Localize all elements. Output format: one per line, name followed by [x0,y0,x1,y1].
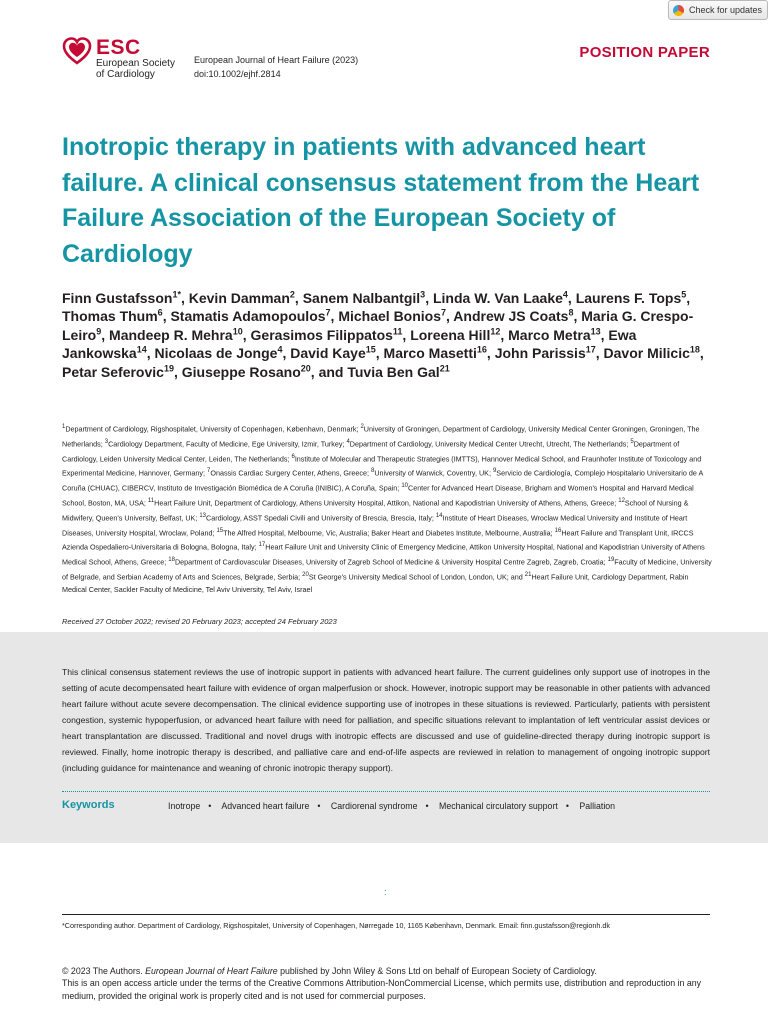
affiliation-number: 4 [346,438,350,445]
affiliation-text: Heart Failure Unit, Cardiology Department, Rabin Medical Center, Sackler Faculty of Medicine, Tel Aviv University, Tel Aviv, Israel [62,572,689,594]
author-name: Linda W. Van Laake [432,290,563,306]
keyword-item: Advanced heart failure [221,801,310,811]
keywords-list [168,799,668,815]
author-affiliation-mark: 21 [439,362,450,373]
author-name: Stamatis Adamopoulos [170,308,326,325]
author-affiliation-mark: 10 [232,326,243,337]
affiliation-text: Faculty of Medicine, University of Belgrade, and Serbian Academy of Arts and Sciences, Belgrade, Serbia; [62,557,712,582]
abstract-text: This clinical consensus statement reviews the use of inotropic support in patients with advanced heart failure. The current guidelines only support use of inotropes in the setting of acute decompensated heart failure with evidence of organ malperfusion or shock. However, inotropic support may be reasonable in other patients with advanced heart failure without acute severe decompensation. The clinical evidence supporting use of inotropes in these situations is reviewed. Particularly, patients with persistent congestion, systemic hypoperfusion, or advanced heart failure with need for palliation, and specific situations relevant to implantation of left ventricular assist devices or heart transplantation are discussed. Traditional and novel drugs with inotropic effects are discussed and use of guideline-directed therapy during inotropic support is reviewed. Finally, home inotropic therapy is described, and palliative care and end-of-life aspects are reviewed in relation to management of ongoing inotropic support (including guidance for maintenance and weaning of chronic inotropic therapy support). [62,667,710,773]
affiliation-number: 10 [401,483,408,490]
author-name: Tuvia Ben Gal [347,363,440,380]
abstract-panel [0,632,768,843]
paper-title: Inotropic therapy in patients with advanced heart failure. A clinical consensus statement from the Heart Failure Association of the European Society of Cardiology [62,133,700,268]
affiliation-text: Department of Cardiology, Rigshospitalet, University of Copenhagen, København, Denmark; [65,424,359,434]
copyright-rest: published by John Wiley & Sons Ltd on behalf of European Society of Cardiology. [280,966,597,976]
author-affiliation-mark: 15 [365,344,376,355]
affiliation-text: Heart Failure and Transplant Unit, IRCCS Azienda Ospedaliero-Universitaria di Bologna, Bologna, Italy; [62,527,694,552]
keyword-bullet: • [317,801,321,811]
affiliation-text: Center for Advanced Heart Disease, Brigham and Women's Hospital and Harvard Medical School, Boston, MA, USA; [62,483,694,508]
copyright-license: This is an open access article under the terms of the Creative Commons Attribution-NonCommercial License, which permits use, distribution and reproduction in any medium, provided the original work is properly cited and is not used for commercial purposes. [62,978,702,1001]
author-affiliation-mark: 13 [590,326,601,337]
keyword-item: Cardiorenal syndrome [330,801,418,811]
journal-name: European Journal of Heart Failure (2023) [194,55,359,65]
author-affiliation-mark: 2 [289,289,295,300]
footnote-rule [62,914,710,915]
affiliation-text: School of Nursing & Midwifery, Queen's University, Belfast, UK; [62,498,689,523]
affiliation-text: Department of Cardiology, Leiden University Medical Center, Leiden, The Netherlands; [62,439,680,463]
author-name: Ewa Jankowska [62,326,637,362]
affiliation-text: The Alfred Hospital, Melbourne, Vic, Australia; Baker Heart and Diabetes Institute, Melbourne, Australia; [223,527,553,537]
keywords-label: Keywords [62,799,115,811]
author-name: Maria G. Crespo-Leiro [62,308,694,343]
corresponding-author-note: *Corresponding author. Department of Cardiology, Rigshospitalet, University of Copenhagen, Nørregade 10, 1165 København, Denmark. Email: finn.gustafsson@regionh.dk [62,921,610,930]
stray-colon-mark: : [384,887,387,897]
author-affiliation-mark: 4 [562,289,568,300]
affiliation-number: 8 [370,468,375,475]
paper-type-label: POSITION PAPER [579,44,710,61]
author-name: Mandeep R. Mehra [109,326,233,343]
author-name: David Kaye [290,345,366,362]
author-affiliation-mark: 4 [277,344,283,355]
author-affiliation-mark: 17 [585,344,596,355]
author-affiliation-mark: 8 [568,307,574,318]
received-dates: Received 27 October 2022; revised 20 February 2023; accepted 24 February 2023 [62,617,337,626]
affiliation-text: Institute of Heart Diseases, Wroclaw Medical University and Institute of Heart Diseases, University Hospital, Wroclaw, Poland; [62,513,688,537]
author-affiliation-mark: 16 [476,344,487,355]
journal-info [194,53,358,81]
affiliation-text: Institute of Molecular and Therapeutic Strategies (IMTTS), Hannover Medical School, and Fraunhofer Institute of Toxicology and Experimental Medicine, Hannover, Germany; [62,453,702,478]
author-name: Petar Seferovic [62,363,164,380]
author-name: Davor Milicic [603,345,690,362]
affiliation-number: 20 [302,571,309,578]
affiliation-number: 16 [554,527,562,534]
author-name: Sanem Nalbantgil [302,290,421,306]
affiliation-number: 14 [435,512,443,519]
author-affiliation-mark: 20 [300,362,311,373]
affiliation-number: 5 [630,438,634,445]
author-name: Marco Masetti [383,345,477,362]
crossmark-icon [673,5,684,16]
affiliation-number: 6 [291,453,295,460]
affiliation-text: University of Groningen, Department of Cardiology, University Medical Center Groningen, Groningen, The Netherlands; [62,424,700,449]
author-affiliation-mark: 19 [163,362,174,373]
affiliation-text: Onassis Cardiac Surgery Center, Athens, Greece; [210,468,369,478]
logo-line-2: of Cardiology [96,69,155,80]
affiliation-number: 13 [199,512,206,519]
affiliation-text: Servicio de Cardiología, Complejo Hospitalario Universitario de A Coruña (CHUAC), CIBERCV, Instituto de Investigación Biomédica de A Coruña (INIBIC), A Coruña, Spain; [62,468,703,493]
author-name: Thomas Thum [62,308,158,325]
check-for-updates-button[interactable] [668,0,768,20]
affiliation-number: 9 [492,468,497,475]
author-affiliation-mark: 11 [392,326,403,337]
author-name: Laurens F. Tops [575,290,682,306]
keyword-bullet: • [425,801,429,811]
author-affiliation-mark: 6 [157,307,163,318]
keyword-item: Palliation [579,801,616,811]
keyword-item: Mechanical circulatory support [439,801,558,811]
affiliation-number: 11 [147,497,155,504]
logo-line-1: European Society [96,58,175,69]
affiliation-text: University of Warwick, Coventry, UK; [374,468,491,478]
esc-logo [62,36,175,80]
affiliation-number: 15 [216,527,224,534]
heart-logo-icon [62,36,92,66]
author-affiliation-mark: 12 [490,326,501,337]
affiliation-text: Heart Failure Unit and University Clinic of Emergency Medicine, Attikon University Hospital, National and Kapodistrian University of Athens Medical School, Athens, Greece; [62,542,705,567]
author-name: Gerasimos Filippatos [250,326,393,343]
affiliation-number: 18 [168,557,175,564]
affiliation-number: 19 [607,557,615,564]
affiliation-text: Department of Cardiology, University Medical Center Utrecht, Utrecht, The Netherlands; [349,439,629,449]
affiliation-number: 7 [207,468,211,475]
affiliation-text: Heart Failure Unit, Department of Cardiology, Athens University Hospital, Attikon, National and Kapodistrian University of Athens, Athens, Greece; [154,498,617,508]
author-list: Finn Gustafsson$^{1*}$, Kevin Damman$^2$, Sanem Nalbantgil$^3$, Linda W. Van Laake$^4$, Laurens F. Tops$^5$, Thomas Thum$^6$, Stamatis Adamopoulos$^7$, Michael Bonios$^7$, Andrew JS Coats$^8$, Maria G. Crespo-Leiro$^9$, Mandeep R. Mehra$^{10}$, Gerasimos Filippatos$^{11}$, Loreena Hill$^{12}$, Marco Metra$^{13}$, Ewa Jankowska$^{14}$, Nicolaas de Jonge$^4$, David Kaye$^{15}$, Marco Masetti$^{16}$, John Parissis$^{17}$, Davor Milicic$^{18}$, Petar Seferovic$^{19}$, Giuseppe Rosano$^{20}$, and Tuvia Ben Gal$^{21}$ [62,289,704,380]
keyword-bullet: • [208,801,212,811]
author-name: Nicolaas de Jonge [154,345,278,362]
author-name: Kevin Damman [188,290,290,306]
affiliation-text: Department of Cardiovascular Diseases, University of Zagreb School of Medicine & University Hospital Centre Zagreb, Zagreb, Croatia; [174,557,606,567]
author-name: Marco Metra [508,326,591,343]
logo-acronym: ESC [96,36,141,59]
author-affiliation-mark: 14 [136,344,147,355]
author-affiliation-mark: 7 [441,307,447,318]
copyright-prefix: © 2023 The Authors. [62,966,143,976]
author-name: Andrew JS Coats [453,308,569,325]
affiliation-number: 17 [258,542,266,549]
author-affiliation-mark: 5 [681,289,687,300]
author-name: Finn Gustafsson [62,290,173,306]
keyword-item: Inotrope [168,801,201,811]
affiliations [62,421,712,596]
keywords-divider [62,791,710,792]
affiliation-text: Cardiology, ASST Spedali Civili and University of Brescia, Brescia, Italy; [206,513,434,523]
keyword-bullet: • [565,801,569,811]
author-affiliation-mark: 18 [689,344,700,355]
copyright-notice [62,965,722,1002]
affiliation-text: Cardiology Department, Faculty of Medicine, Ege University, Izmir, Turkey; [108,439,345,449]
affiliation-number: 12 [618,497,625,504]
author-affiliation-mark: 9 [96,326,102,337]
author-name: Giuseppe Rosano [181,363,301,380]
author-affiliation-mark: 3 [420,289,426,300]
affiliation-number: 3 [104,438,109,445]
copyright-journal: European Journal of Heart Failure [145,966,278,976]
author-name: Loreena Hill [410,326,491,343]
author-affiliation-mark: 1* [172,289,181,300]
affiliation-number: 21 [524,571,532,578]
affiliation-number: 1 [62,424,66,430]
check-for-updates-label: Check for updates [689,5,763,15]
affiliation-number: 2 [360,424,364,430]
author-name: Michael Bonios [338,308,442,325]
author-affiliation-mark: 7 [325,307,331,318]
author-name: John Parissis [494,345,586,362]
affiliation-text: St George's University Medical School of London, London, UK; and [308,572,523,582]
journal-doi[interactable]: doi:10.1002/ejhf.2814 [194,69,281,79]
